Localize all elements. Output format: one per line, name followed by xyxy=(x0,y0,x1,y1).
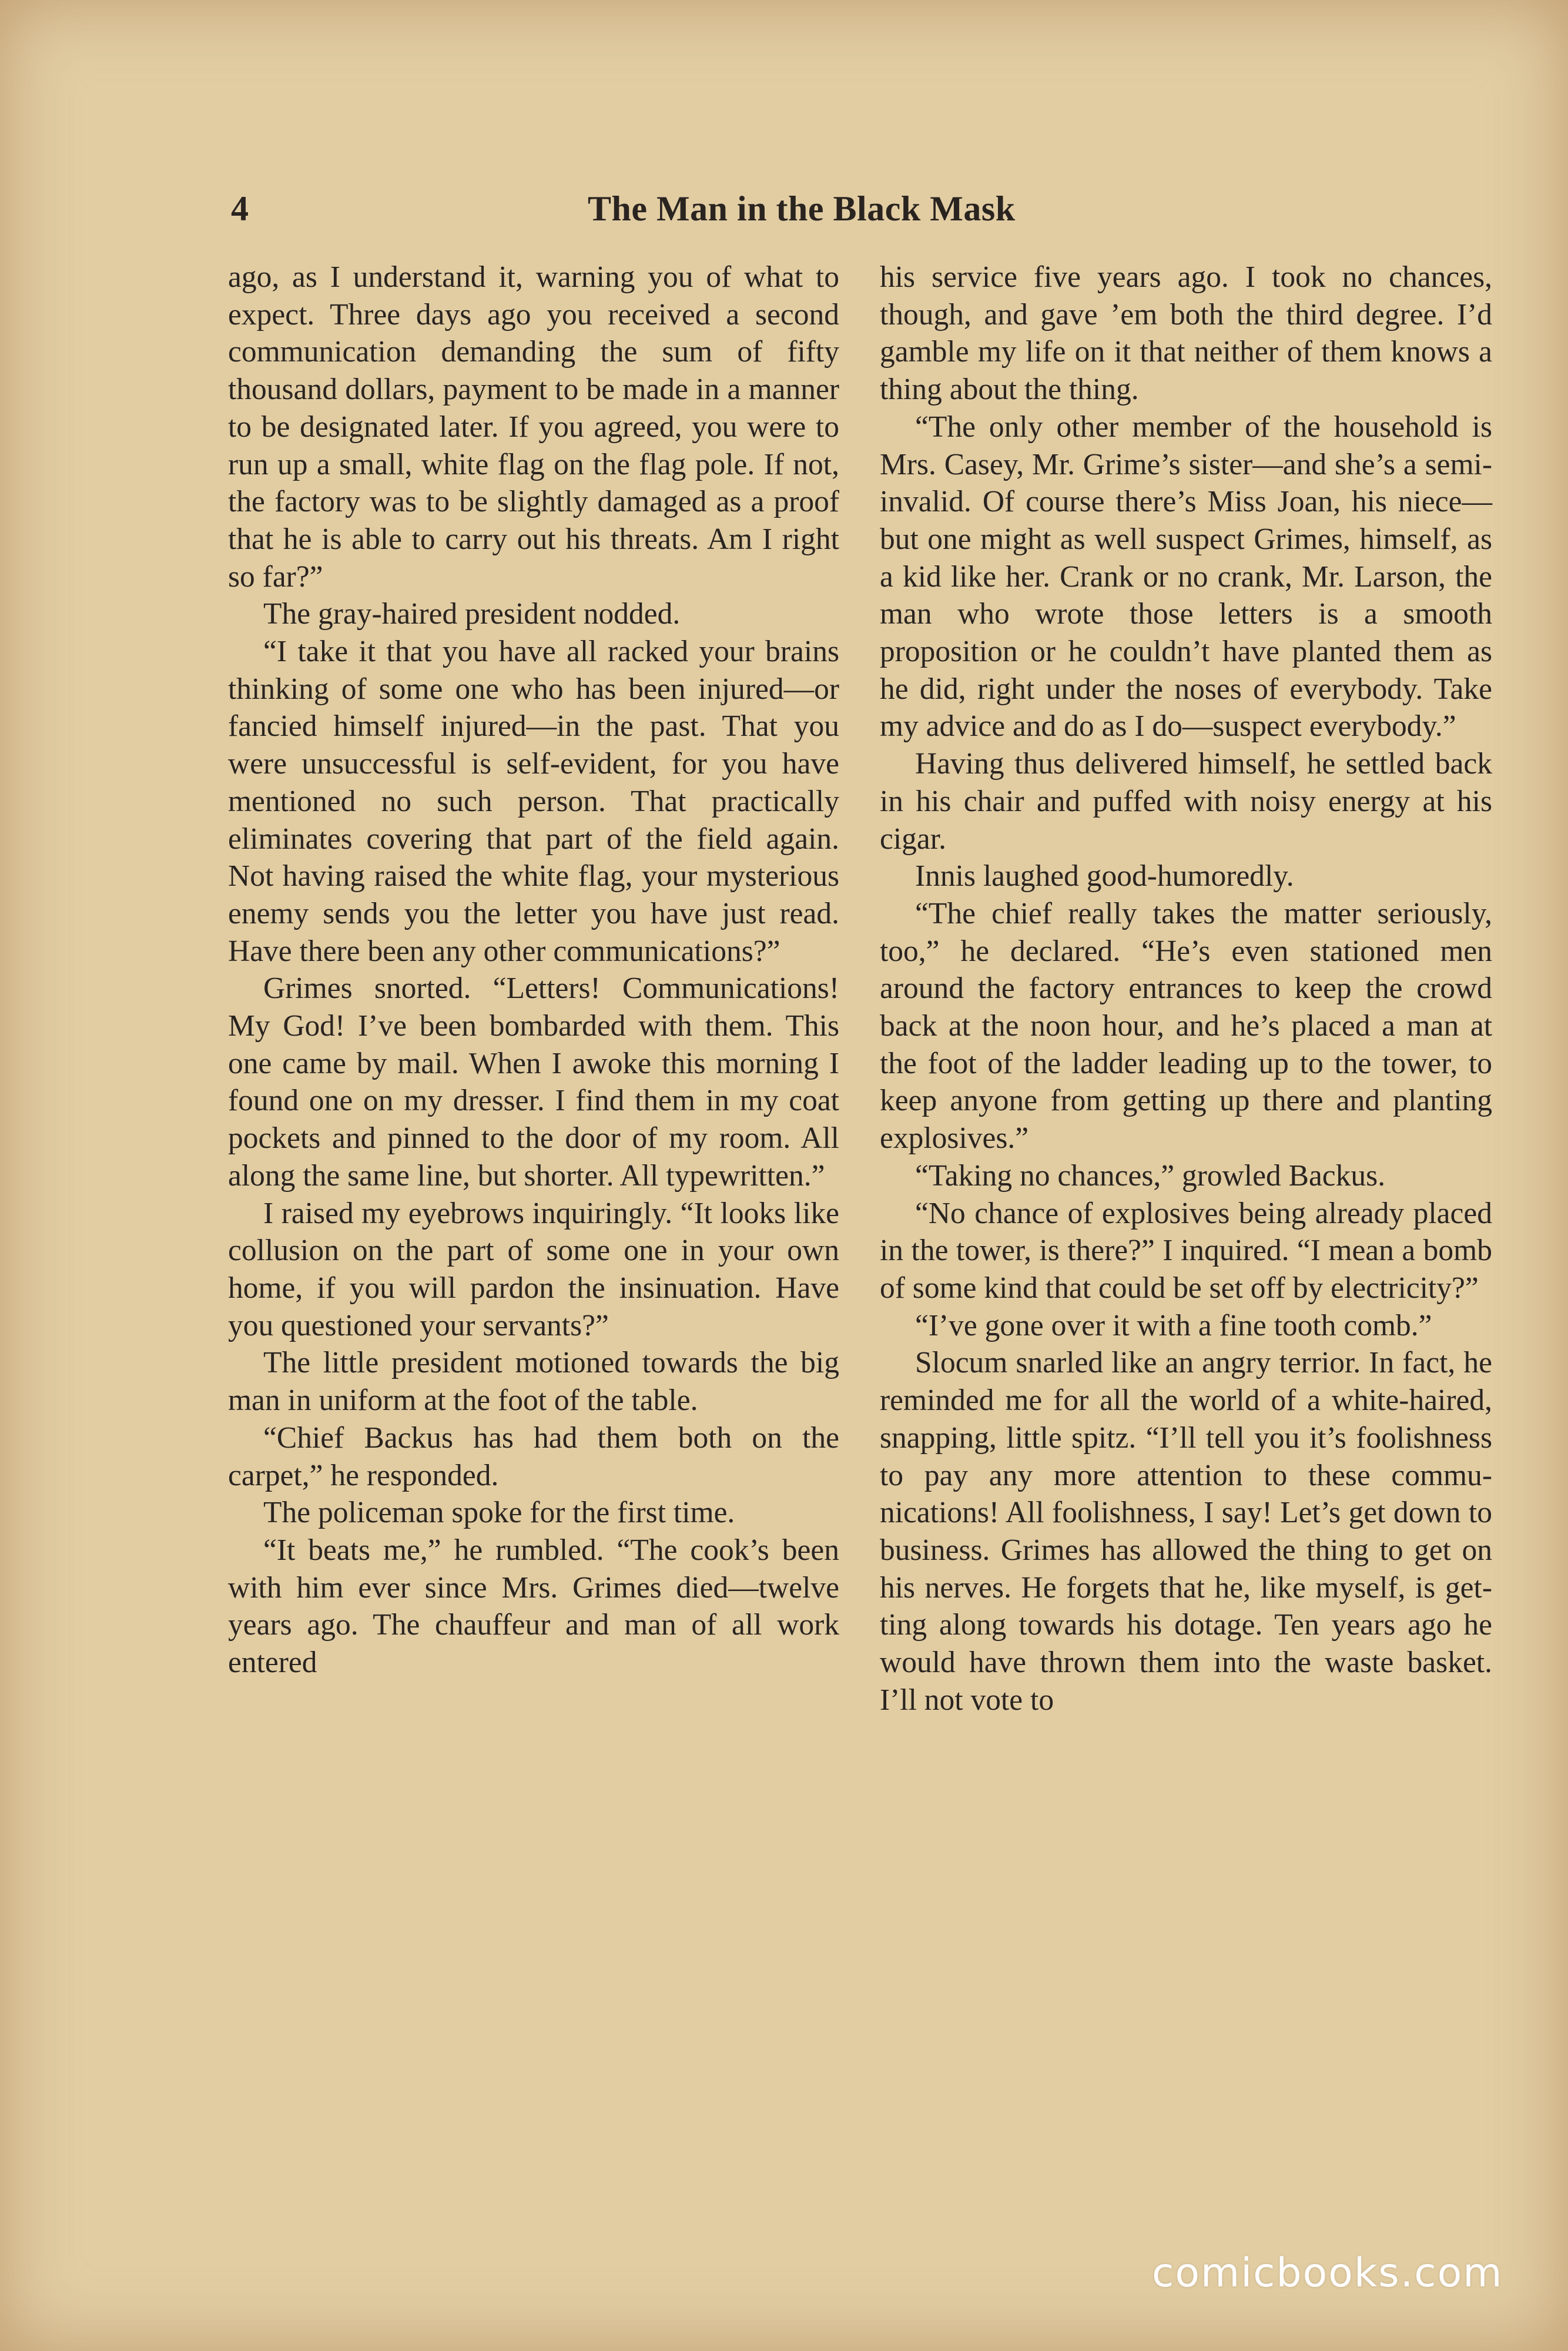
page-number: 4 xyxy=(231,189,249,228)
paragraph: “Chief Backus has had them both on the carpet,” he responded. xyxy=(228,1421,839,1492)
paragraph: Having thus delivered himself, he settled back in his chair and puffed with noisy energy at his cigar. xyxy=(880,747,1492,856)
paragraph: “Taking no chances,” growled Backus. xyxy=(915,1158,1386,1193)
watermark-logo: comicbooks.com xyxy=(1152,2250,1503,2296)
running-title: The Man in the Black Mask xyxy=(588,189,1016,228)
page-header xyxy=(0,176,1568,241)
paragraph: “I take it that you have all racked your brains thinking of some one who has been injured—or fancied himself injured—in the past. That you were unsuccessful is self-evident, for you have mentioned no such person. That practically eliminates covering that part of the field again. Not having raised the white flag, your mysterious enemy sends you the letter you have just read. Have there been any other communications?” xyxy=(228,635,839,968)
left-text-column xyxy=(228,259,839,2104)
paragraph: his service five years ago. I took no chances, though, and gave ’em both the third degree. I’d gamble my life on it that neither of them knows a thing about the thing. xyxy=(880,260,1492,407)
paragraph: Slocum snarled like an angry terrior. In fact, he reminded me for all the world of a white-haired, snapping, little spitz. “I’ll tell you it’s foolishness to pay any more attention to these communications! All foolishness, I say! Let’s get down to business. Grimes has allowed the thing to get on his nerves. He forgets that he, like myself, is getting along towards his dotage. Ten years ago he would have thrown them into the waste basket. I’ll not vote to xyxy=(880,1346,1492,1717)
paragraph: Grimes snorted. “Letters! Communications! My God! I’ve been bombarded with them. This one came by mail. When I awoke this morning I found one on my dresser. I find them in my coat pockets and pinned to the door of my room. All along the same line, but shorter. All typewritten.” xyxy=(228,972,839,1193)
right-text-column xyxy=(880,259,1492,2104)
paragraph: “No chance of explosives being already placed in the tower, is there?” I inquired. “I mean a bomb of some kind that could be set off by electricity?” xyxy=(880,1196,1492,1305)
paragraph: I raised my eyebrows inquiringly. “It looks like collusion on the part of some one in your own home, if you will pardon the insinuation. Have you questioned your servants?” xyxy=(228,1196,839,1342)
paragraph: Innis laughed good-humoredly. xyxy=(915,859,1294,893)
paragraph: “I’ve gone over it with a fine tooth comb.” xyxy=(915,1308,1432,1342)
paragraph: The little president motioned towards the big man in uniform at the foot of the table. xyxy=(228,1346,839,1418)
paragraph: ago, as I understand it, warning you of what to expect. Three days ago you received a second communication demanding the sum of fifty thousand dollars, payment to be made in a manner to be designated later. If you agreed, you were to run up a small, white flag on the flag pole. If not, the factory was to be slightly damaged as a proof that he is able to carry out his threats. Am I right so far?” xyxy=(228,260,839,594)
paragraph: “It beats me,” he rumbled. “The cook’s been with him ever since Mrs. Grimes died—twelve years ago. The chauffeur and man of all work entered xyxy=(228,1533,839,1680)
paragraph: “The only other member of the household is Mrs. Casey, Mr. Grime’s sister—and she’s a semi-invalid. Of course there’s Miss Joan, his niece—but one might as well suspect Grimes, himself, as a kid like her. Crank or no crank, Mr. Larson, the man who wrote those letters is a smooth proposition or he couldn’t have planted them as he did, right under the noses of everybody. Take my advice and do as I do—suspect everybody.” xyxy=(880,410,1492,744)
paragraph: The policeman spoke for the first time. xyxy=(263,1496,735,1530)
paragraph: The gray-haired president nodded. xyxy=(263,597,681,631)
paragraph: “The chief really takes the matter seriously, too,” he declared. “He’s even stationed men around the factory entrances to keep the crowd back at the noon hour, and he’s placed a man at the foot of the ladder leading up to the tower, to keep anyone from getting up there and planting explosives.” xyxy=(880,896,1492,1156)
